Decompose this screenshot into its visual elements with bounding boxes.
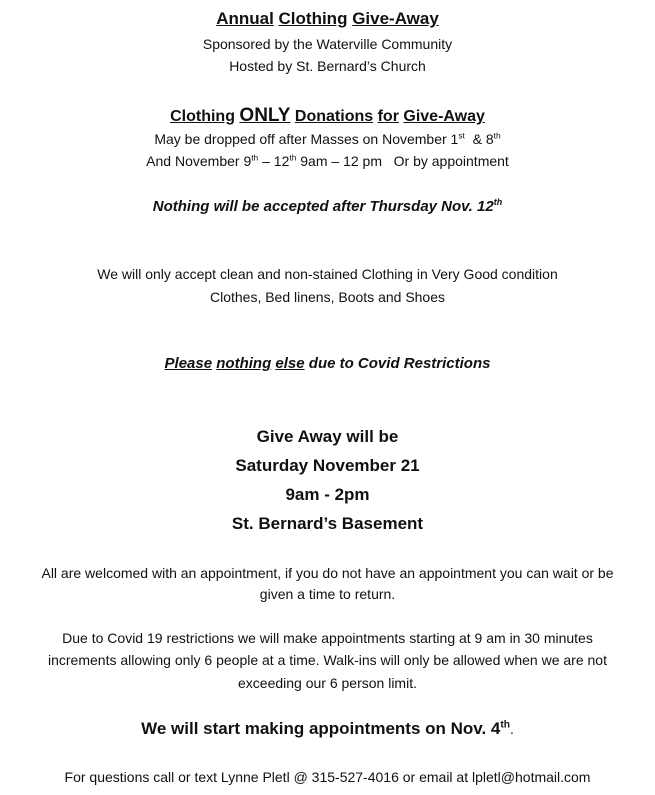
appointments-start-text: We will start making appointments on Nov. 4 [141, 719, 501, 738]
appointments-start-sup: th [500, 719, 510, 731]
title-word-clothing: Clothing [278, 9, 348, 28]
covid-line-3: exceeding our 6 person limit. [238, 675, 417, 691]
title-word-giveaway: Give-Away [352, 9, 439, 28]
deadline-sup: th [493, 197, 503, 207]
title-word-annual: Annual [216, 9, 274, 28]
accepted-items-text-b: Boots and Shoes [338, 289, 446, 305]
deadline-text: Nothing will be accepted after Thursday Nov. 12 [152, 198, 494, 215]
donations-heading-clothing: Clothing [170, 108, 235, 125]
deadline-notice [0, 199, 655, 214]
dropoff-line-1-sup-a: st [458, 130, 465, 141]
covid-line-2: increments allowing only 6 people at a time. Walk-ins will only be allowed when we are not [48, 652, 607, 668]
dropoff-line-2-sup-a: th [251, 152, 259, 163]
welcome-line-2: given a time to return. [259, 586, 396, 602]
sponsor-line: Sponsored by the Waterville Community [202, 36, 453, 52]
dropoff-line-1-text-a: May be dropped off after Masses on November 1 [154, 131, 459, 147]
covid-line-1: Due to Covid 19 restrictions we will make appointments starting at 9 am in 30 minutes [62, 630, 593, 646]
welcome-line-1: All are welcomed with an appointment, if you do not have an appointment you can wait or be [41, 565, 614, 581]
covid-restriction-notice [0, 356, 655, 371]
accepted-items-line [0, 290, 655, 304]
accept-conditions-line: We will only accept clean and non-stained Clothing in Very Good condition [97, 266, 558, 282]
donations-heading-donations: Donations [294, 108, 374, 125]
dropoff-line-2-text-c: 9am – 12 pm Or by appointment [296, 153, 509, 169]
event-location: St. Bernard’s Basement [231, 514, 424, 533]
flyer-title [0, 10, 655, 27]
contact-line: For questions call or text Lynne Pletl @ 315-527-4016 or email at lpletl@hotmail.com [64, 769, 591, 785]
event-time: 9am - 2pm [285, 485, 370, 504]
dropoff-line-2 [0, 154, 655, 168]
event-date: Saturday November 21 [235, 456, 420, 475]
dropoff-line-2-text-b: – 12 [258, 153, 290, 169]
restriction-text-rest: due to Covid Restrictions [304, 355, 491, 372]
restriction-word-please: Please [164, 355, 213, 372]
dropoff-line-2-sup-b: th [289, 152, 297, 163]
restriction-word-else: else [275, 355, 305, 372]
donations-heading-giveaway: Give-Away [403, 108, 485, 125]
donations-heading [0, 106, 655, 125]
appointments-start-period: . [510, 721, 514, 737]
restriction-word-nothing: nothing [216, 355, 272, 372]
appointments-start-notice [0, 720, 655, 737]
host-line: Hosted by St. Bernard’s Church [229, 58, 426, 74]
donations-heading-for: for [377, 108, 399, 125]
accepted-items-text-a: Clothes, Bed linens, [209, 289, 339, 305]
dropoff-line-1-text-b: & 8 [464, 131, 494, 147]
dropoff-line-2-text-a: And November 9 [146, 153, 252, 169]
event-line-1: Give Away will be [256, 427, 399, 446]
dropoff-line-1 [0, 132, 655, 146]
dropoff-line-1-sup-b: th [493, 130, 501, 141]
donations-heading-only: ONLY [239, 105, 291, 126]
